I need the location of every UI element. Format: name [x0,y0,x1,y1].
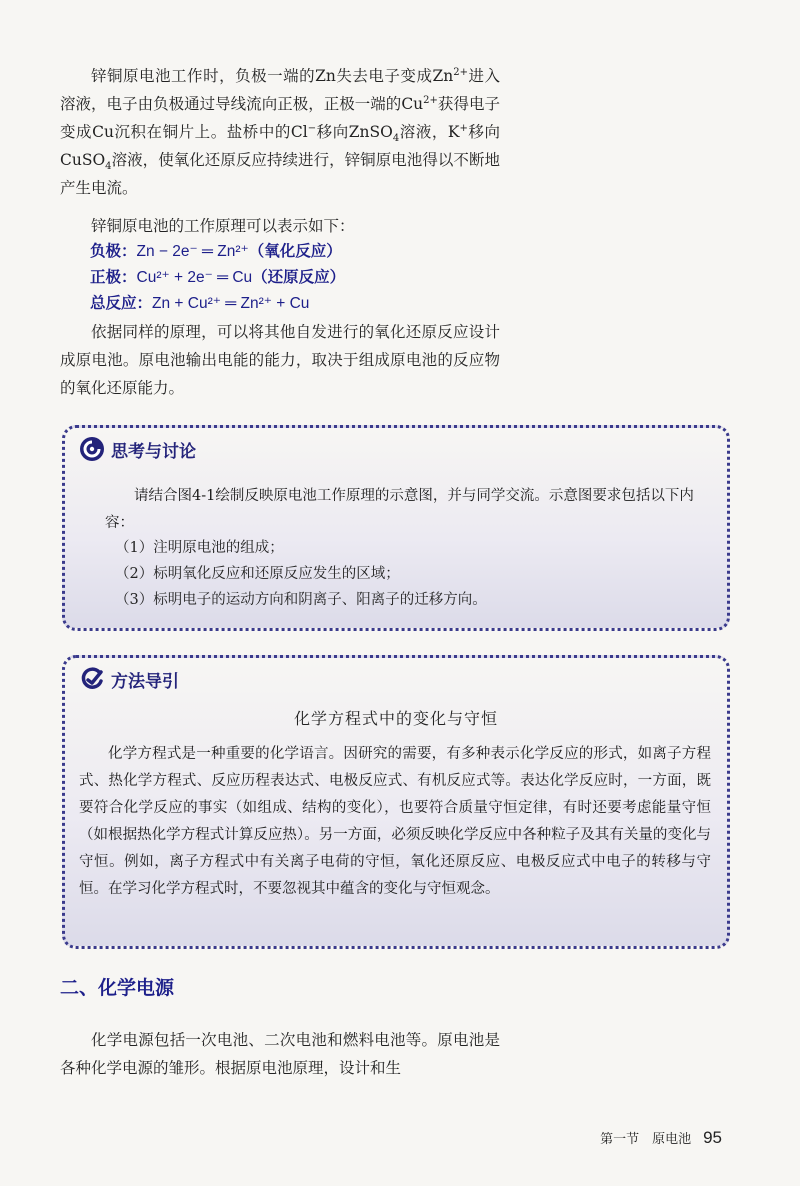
positive-electrode-equation [90,266,345,290]
total-eq: Zn + Cu²⁺ ═ Zn²⁺ + Cu [152,295,310,312]
intro-text-4: 移向ZnSO [316,123,393,141]
method-header [79,666,179,692]
method-subtitle: 化学方程式中的变化与守恒 [293,709,498,728]
negative-electrode-equation [90,240,342,264]
method-guide-box [62,655,730,949]
page-number: 95 [703,1128,722,1147]
cl-charge: − [307,122,317,134]
cuso4-subscript: 4 [105,161,112,173]
intro-text-2: 进入溶液，电子由负极通过导线流向正极，正极一端的Cu [60,67,500,113]
discussion-icon [79,436,105,462]
positive-label: 正极： [90,269,137,286]
method-icon [79,666,105,692]
discussion-item-2: （2）标明氧化反应和还原反应发生的区域； [115,566,400,582]
method-body: 化学方程式是一种重要的化学语言。因研究的需要，有多种表示化学反应的形式，如离子方程式、热化学方程式、反应历程表达式、电极反应式、有机反应式等。表达化学反应时，一方面，既要符合化学反应的事实（如组成、结构的变化），也要符合质量守恒定律，有时还要考虑能量守恒（如根据热化学方程式计算反应热）。另一方面，必须反映化学反应中各种粒子及其有关量的变化与守恒。例如，离子方程式中有关离子电荷的守恒，氧化还原反应、电极反应式中电子的转移与守恒。在学习化学方程式时，不要忽视其中蕴含的变化与守恒观念。 [79,746,711,897]
section-title: 二、化学电源 [60,978,175,999]
total-label: 总反应： [90,295,153,312]
intro-text-3: 获得电子变成Cu沉积在铜片上。盐桥中的Cl [60,95,500,141]
discussion-box [62,425,730,631]
negative-label: 负极： [90,243,137,260]
discussion-item-1: （1）注明原电池的组成； [115,540,284,556]
intro-text-7: 溶液，使氧化还原反应持续进行，锌铜原电池得以不断地产生电流。 [60,151,500,197]
intro-text-1: 锌铜原电池工作时，负极一端的Zn失去电子变成Zn [91,67,454,85]
negative-note: （氧化反应） [248,243,342,260]
discussion-header [79,436,196,462]
total-reaction-equation [90,292,309,316]
section-body: 化学电源包括一次电池、二次电池和燃料电池等。原电池是各种化学电源的雏形。根据原电池原理，设计和生 [60,1031,500,1077]
discussion-title: 思考与讨论 [111,441,196,461]
intro-paragraph [60,62,500,202]
method-title: 方法导引 [111,671,179,691]
intro-text-6: 移向CuSO [60,123,500,169]
discussion-intro: 请结合图4-1绘制反映原电池工作原理的示意图，并与同学交流。示意图要求包括以下内容： [105,488,694,531]
intro-text-5: 溶液，K [399,123,460,141]
zn-charge: 2+ [453,66,468,78]
cu-charge: 2+ [423,94,438,106]
k-charge: + [459,122,468,134]
positive-note: （还原反应） [252,269,346,286]
positive-eq: Cu²⁺ + 2e⁻ ═ Cu [136,269,253,286]
page-footer [600,1128,722,1148]
principle-intro: 锌铜原电池的工作原理可以表示如下： [91,217,355,235]
design-paragraph: 依据同样的原理，可以将其他自发进行的氧化还原反应设计成原电池。原电池输出电能的能力，取决于组成原电池的反应物的氧化还原能力。 [60,323,500,397]
negative-eq: Zn − 2e⁻ ═ Zn²⁺ [136,243,249,260]
znso4-subscript: 4 [392,133,400,145]
footer-section: 第一节 原电池 [600,1131,692,1146]
discussion-item-3: （3）标明电子的运动方向和阴离子、阳离子的迁移方向。 [115,592,487,608]
